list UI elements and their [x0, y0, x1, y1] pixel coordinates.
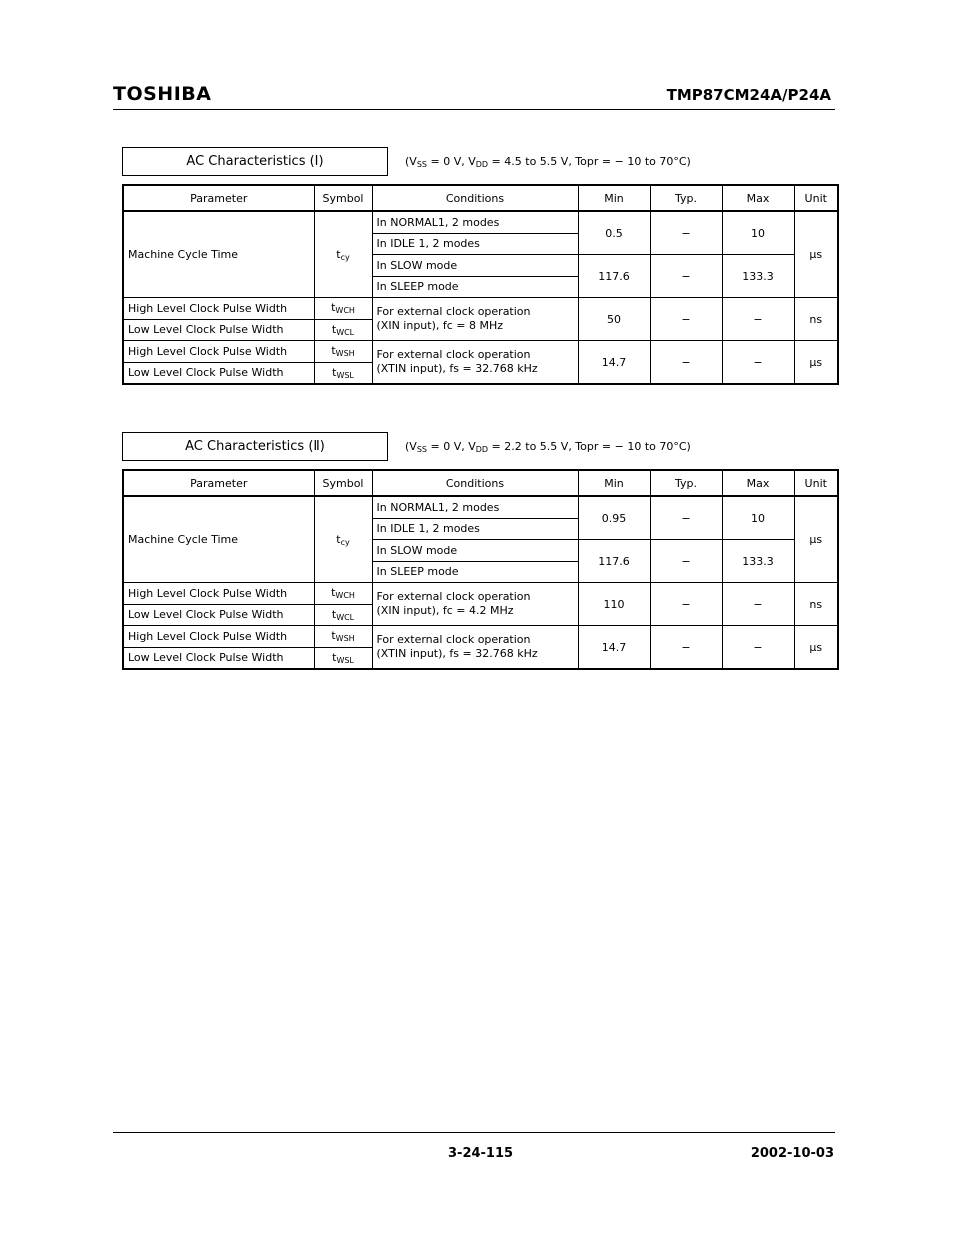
cond-normal: In NORMAL1, 2 modes	[372, 211, 578, 233]
typ-value: −	[650, 583, 722, 626]
col-header-symbol: Symbol	[314, 185, 372, 211]
cond-idle: In IDLE 1, 2 modes	[372, 518, 578, 540]
col-header-conditions: Conditions	[372, 470, 578, 496]
cond-xtin: For external clock operation (XTIN input), fs = 32.768 kHz	[372, 341, 578, 385]
unit-value: μs	[794, 626, 838, 670]
section-title-ac-1: AC Characteristics (Ⅰ)	[122, 147, 388, 176]
param-machine-cycle: Machine Cycle Time	[123, 211, 314, 298]
symbol-twsl: $t_{WSL}$	[314, 362, 372, 384]
col-header-max: Max	[722, 470, 794, 496]
param-low-pulse: Low Level Clock Pulse Width	[123, 319, 314, 341]
cond-xin: For external clock operation (XIN input), fc = 4.2 MHz	[372, 583, 578, 626]
cond-normal: In NORMAL1, 2 modes	[372, 496, 578, 518]
typ-value: −	[650, 540, 722, 583]
cond-xtin: For external clock operation (XTIN input), fs = 32.768 kHz	[372, 626, 578, 670]
section-condition-ac-1: ($V_{SS} = 0$ V, $V_{DD} = 4.5$ to 5.5 V, Topr = − 10 to 70°C)	[405, 155, 691, 169]
col-header-unit: Unit	[794, 185, 838, 211]
typ-value: −	[650, 626, 722, 670]
max-value: −	[722, 626, 794, 670]
unit-value: μs	[794, 341, 838, 385]
table-row	[123, 496, 838, 518]
col-header-parameter: Parameter	[123, 185, 314, 211]
footer-rule	[113, 1132, 835, 1133]
col-header-typ: Typ.	[650, 470, 722, 496]
col-header-parameter: Parameter	[123, 470, 314, 496]
document-date: 2002-10-03	[750, 1146, 834, 1161]
table-header-row	[123, 185, 838, 211]
param-high-pulse: High Level Clock Pulse Width	[123, 298, 314, 320]
typ-value: −	[650, 211, 722, 255]
param-low-pulse: Low Level Clock Pulse Width	[123, 647, 314, 669]
unit-value: μs	[794, 496, 838, 583]
max-value: −	[722, 298, 794, 341]
symbol-twch: $t_{WCH}$	[314, 583, 372, 605]
col-header-unit: Unit	[794, 470, 838, 496]
table-row	[123, 341, 838, 363]
typ-value: −	[650, 298, 722, 341]
symbol-twsh: $t_{WSH}$	[314, 626, 372, 648]
unit-value: ns	[794, 298, 838, 341]
unit-value: μs	[794, 211, 838, 298]
param-high-pulse: High Level Clock Pulse Width	[123, 626, 314, 648]
table-header-row	[123, 470, 838, 496]
section-condition-ac-2: ($V_{SS} = 0$ V, $V_{DD} = 2.2$ to 5.5 V, Topr = − 10 to 70°C)	[405, 440, 691, 454]
max-value: −	[722, 583, 794, 626]
max-value: 133.3	[722, 540, 794, 583]
typ-value: −	[650, 341, 722, 385]
col-header-min: Min	[578, 185, 650, 211]
table-row	[123, 583, 838, 605]
cond-sleep: In SLEEP mode	[372, 561, 578, 583]
min-value: 117.6	[578, 540, 650, 583]
min-value: 110	[578, 583, 650, 626]
max-value: 10	[722, 211, 794, 255]
toshiba-logo: TOSHIBA	[113, 83, 212, 105]
param-high-pulse: High Level Clock Pulse Width	[123, 341, 314, 363]
table-row	[123, 626, 838, 648]
min-value: 0.95	[578, 496, 650, 540]
symbol-tcy: $t_{cy}$	[314, 496, 372, 583]
min-value: 0.5	[578, 211, 650, 255]
col-header-max: Max	[722, 185, 794, 211]
typ-value: −	[650, 255, 722, 298]
param-high-pulse: High Level Clock Pulse Width	[123, 583, 314, 605]
symbol-twsl: $t_{WSL}$	[314, 647, 372, 669]
cond-sleep: In SLEEP mode	[372, 276, 578, 298]
symbol-twsh: $t_{WSH}$	[314, 341, 372, 363]
cond-xin: For external clock operation (XIN input), fc = 8 MHz	[372, 298, 578, 341]
cond-idle: In IDLE 1, 2 modes	[372, 233, 578, 255]
part-number: TMP87CM24A/P24A	[666, 86, 831, 104]
col-header-conditions: Conditions	[372, 185, 578, 211]
min-value: 50	[578, 298, 650, 341]
cond-slow: In SLOW mode	[372, 255, 578, 277]
max-value: −	[722, 341, 794, 385]
symbol-twcl: $t_{WCL}$	[314, 319, 372, 341]
min-value: 14.7	[578, 626, 650, 670]
table-row	[123, 211, 838, 233]
header-rule	[113, 109, 835, 110]
typ-value: −	[650, 496, 722, 540]
min-value: 117.6	[578, 255, 650, 298]
section-title-ac-2: AC Characteristics (Ⅱ)	[122, 432, 388, 461]
max-value: 10	[722, 496, 794, 540]
max-value: 133.3	[722, 255, 794, 298]
symbol-tcy: $t_{cy}$	[314, 211, 372, 298]
param-machine-cycle: Machine Cycle Time	[123, 496, 314, 583]
col-header-min: Min	[578, 470, 650, 496]
ac-table-2	[122, 469, 839, 670]
col-header-symbol: Symbol	[314, 470, 372, 496]
symbol-twch: $t_{WCH}$	[314, 298, 372, 320]
table-row	[123, 298, 838, 320]
min-value: 14.7	[578, 341, 650, 385]
param-low-pulse: Low Level Clock Pulse Width	[123, 362, 314, 384]
ac-table-1	[122, 184, 839, 385]
symbol-twcl: $t_{WCL}$	[314, 604, 372, 626]
col-header-typ: Typ.	[650, 185, 722, 211]
unit-value: ns	[794, 583, 838, 626]
page-number: 3-24-115	[448, 1146, 514, 1161]
cond-slow: In SLOW mode	[372, 540, 578, 562]
param-low-pulse: Low Level Clock Pulse Width	[123, 604, 314, 626]
